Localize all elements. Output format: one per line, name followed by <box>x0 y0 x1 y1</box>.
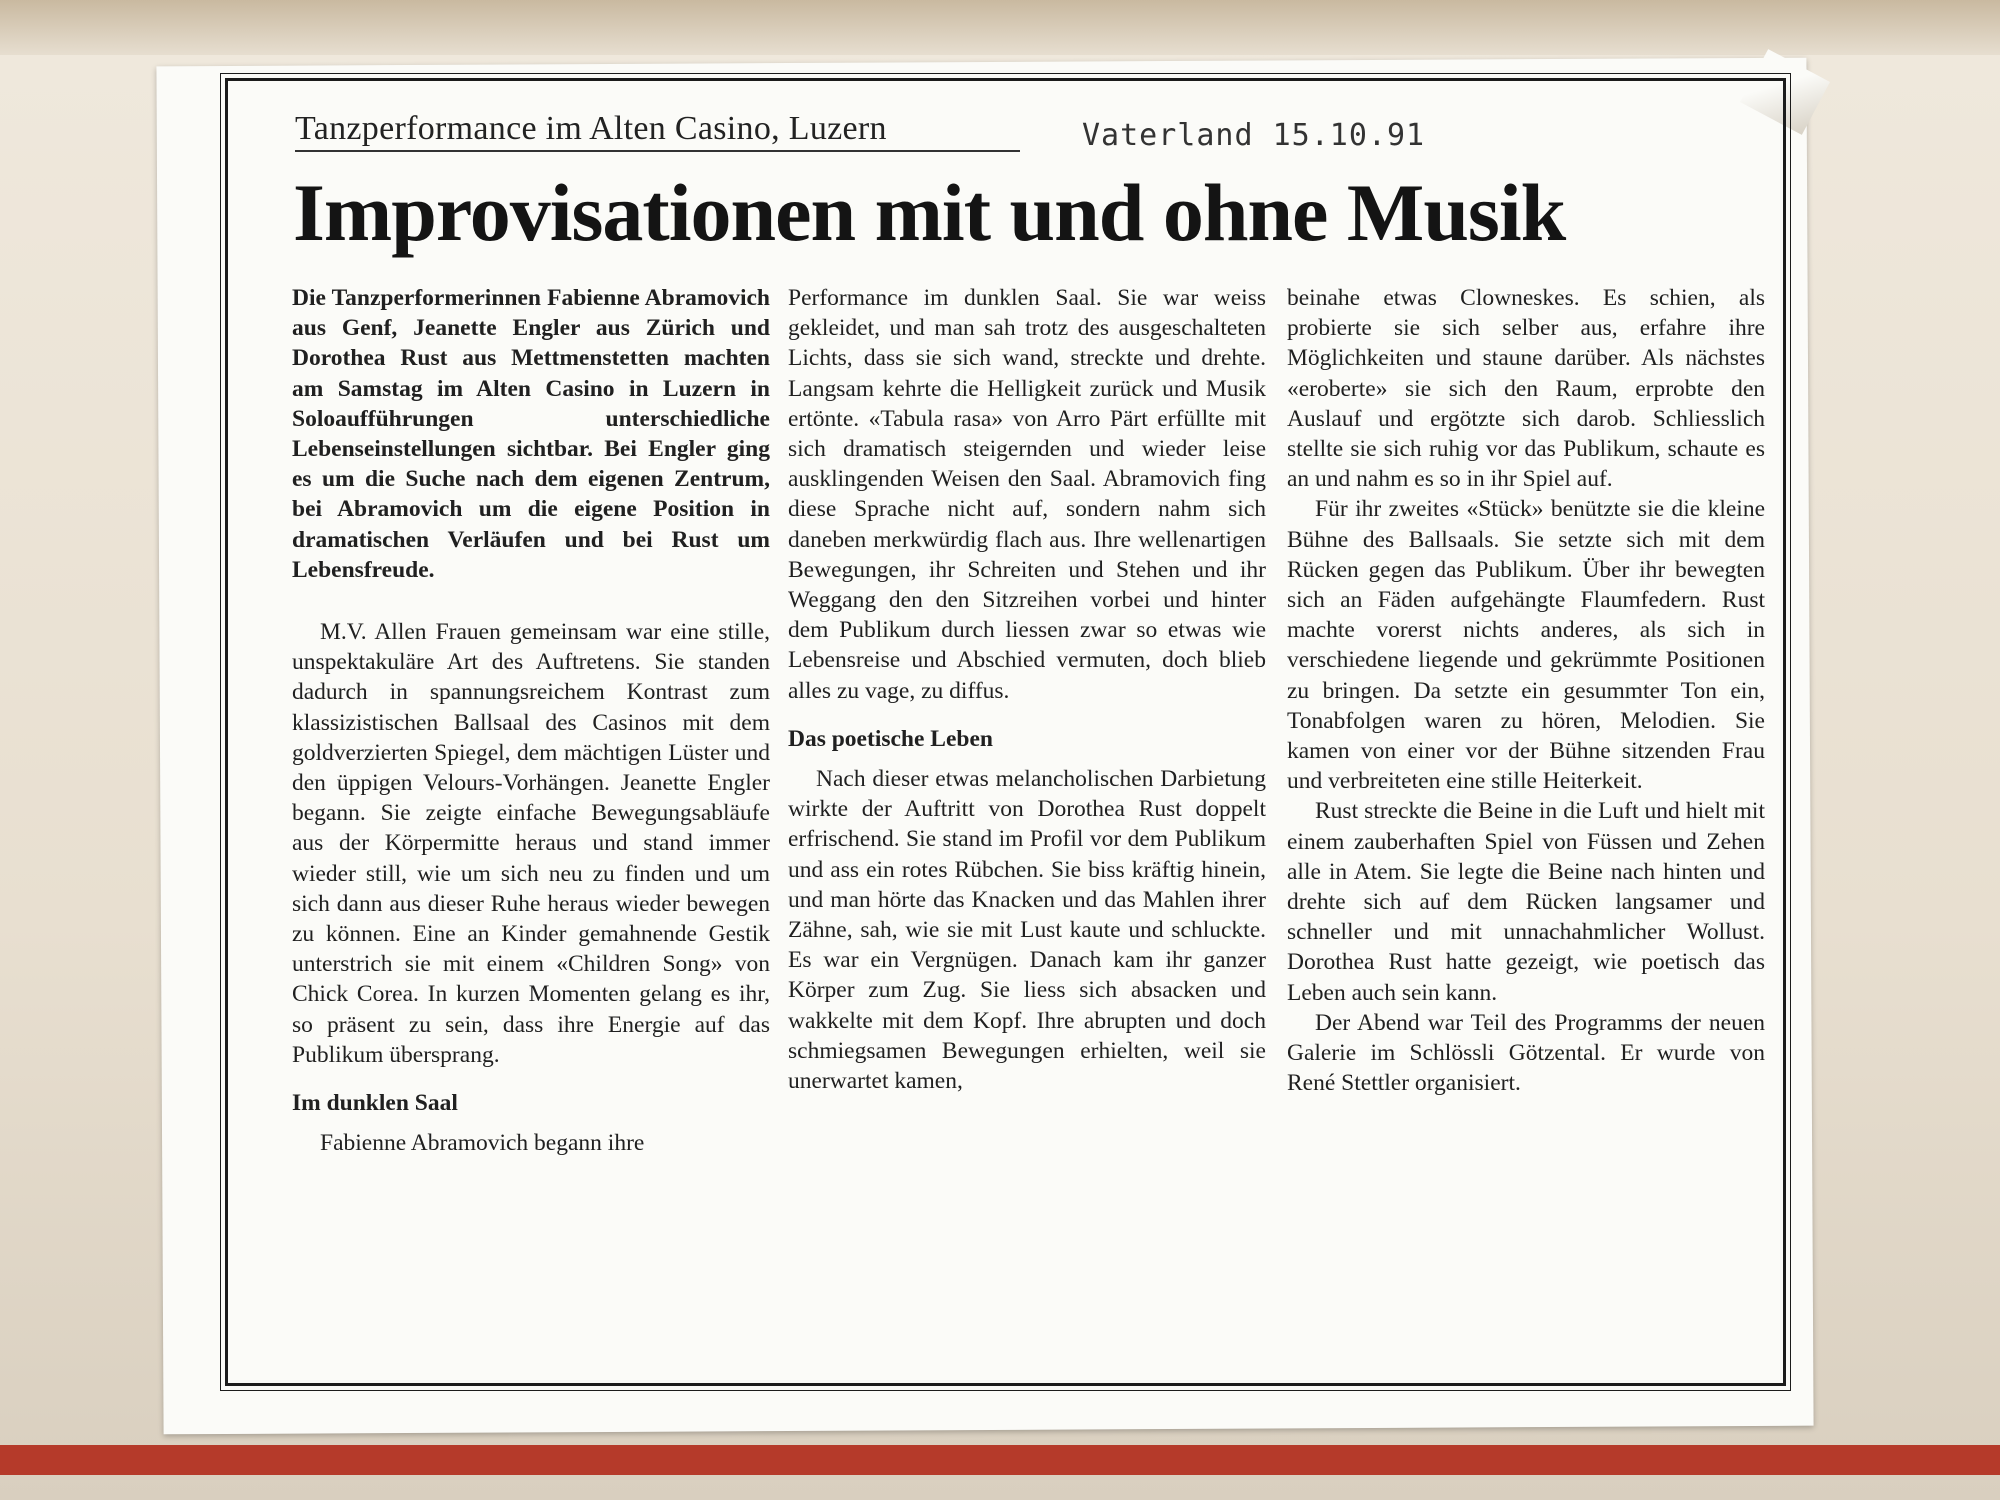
article-headline: Improvisationen mit und ohne Musik <box>293 167 1566 258</box>
body-paragraph: Der Abend war Teil des Programms der neuen Galerie im Schlössli Götzental. Er wurde von René Stettler organisiert. <box>1287 1009 1765 1097</box>
body-paragraph: Nach dieser etwas melancholischen Darbietung wirkte der Auftritt von Dorothea Rust doppelt erfrischend. Sie stand im Profil vor dem Publikum und ass ein rotes Rübchen. Sie biss kräftig hinein, und man hörte das Knacken und das Mahlen ihrer Zähne, sah, wie sie mit Lust kaute und schluckte. Es war ein Vergnügen. Danach kam ihr ganzer Körper zum Zug. Sie liess sich absacken und wakkelte mit dem Kopf. Ihre abrupten und doch schmiegsamen Bewegungen erhielten, weil sie unerwartet kamen, <box>788 766 1266 1095</box>
background-top <box>0 0 2000 60</box>
article-column-1 <box>292 283 770 1158</box>
red-edge <box>0 1445 2000 1475</box>
article-column-3 <box>1287 283 1765 1098</box>
subheading-das-poetische-leben: Das poetische Leben <box>788 725 993 752</box>
article-kicker: Tanzperformance im Alten Casino, Luzern <box>295 110 1020 152</box>
body-paragraph: M.V. Allen Frauen gemeinsam war eine stille, unspektakuläre Art des Auftretens. Sie standen dadurch in spannungsreichem Kontrast zum klassizistischen Ballsaal des Casinos mit dem goldverzierten Spiegel, dem mächtigen Lüster und den üppigen Velours-Vorhängen. Jeanette Engler begann. Sie zeigte einfache Bewegungsabläufe aus der Körpermitte heraus und stand immer wieder still, wie um sich neu zu finden und um sich dann aus dieser Ruhe heraus wieder bewegen zu können. Eine an Kinder gemahnende Gestik unterstrich sie mit einem «Children Song» von Chick Corea. In kurzen Momenten gelang es ihr, so präsent zu sein, dass ihre Energie auf das Publikum übersprang. <box>292 619 770 1068</box>
body-paragraph: Rust streckte die Beine in die Luft und hielt mit einem zauberhaften Spiel von Füssen und Zehen alle in Atem. Sie legte die Beine nach hinten und drehte sich auf dem Rücken langsamer und schneller und mit unnachahmlicher Wollust. Dorothea Rust hatte gezeigt, wie poetisch das Leben auch sein kann. <box>1287 798 1765 1006</box>
article-lead: Die Tanzperformerinnen Fabienne Abramovich aus Genf, Jeanette Engler aus Zürich und Dorothea Rust aus Mettmenstetten machten am Samstag im Alten Casino in Luzern in Soloaufführungen unterschiedliche Lebenseinstellungen sichtbar. Bei Engler ging es um die Suche nach dem eigenen Zentrum, bei Abramovich um die eigene Position in dramatischen Verläufen und bei Rust um Lebensfreude. <box>292 285 770 583</box>
source-date-stamp: Vaterland 15.10.91 <box>1082 118 1426 153</box>
body-paragraph: Fabienne Abramovich begann ihre <box>320 1130 645 1157</box>
body-paragraph: Performance im dunklen Saal. Sie war weiss gekleidet, und man sah trotz des ausgeschalteten Lichts, dass sie sich wand, streckte und drehte. Langsam kehrte die Helligkeit zurück und Musik ertönte. «Tabula rasa» von Arro Pärt erfüllte mit sich dramatisch steigernden und wieder leise ausklingenden Weisen den Saal. Abramovich fing diese Sprache nicht auf, sondern nahm sich daneben merkwürdig flach aus. Ihre wellenartigen Bewegungen, ihr Schreiten und Stehen und ihr Weggang den den Sitzreihen vorbei und hinter dem Publikum durch liessen zwar so etwas wie Lebensreise und Abschied vermuten, doch blieb alles zu vage, zu diffus. <box>788 285 1266 704</box>
body-paragraph: Für ihr zweites «Stück» benützte sie die kleine Bühne des Ballsaals. Sie setzte sich mit dem Rücken gegen das Publikum. Über ihr bewegten sich an Fäden aufgehängte Flaumfedern. Rust machte vorerst nichts anderes, als sich in verschiedene liegende und gekrümmte Positionen zu bringen. Da setzte ein gesummter Ton ein, Tonabfolgen waren zu hören, Melodien. Sie kamen von einer vor der Bühne sitzenden Frau und verbreiteten eine stille Heiterkeit. <box>1287 496 1765 795</box>
article-column-2 <box>788 283 1266 1096</box>
subheading-im-dunklen-saal: Im dunklen Saal <box>292 1090 458 1117</box>
body-paragraph: beinahe etwas Clowneskes. Es schien, als probierte sie sich selber aus, erfahre ihre Möglichkeiten und staune darüber. Als nächstes «eroberte» sie sich den Raum, erprobte den Auslauf und ergötzte sich darob. Schliesslich stellte sie sich ruhig vor das Publikum, schaute es an und nahm es so in ihr Spiel auf. <box>1287 285 1765 493</box>
